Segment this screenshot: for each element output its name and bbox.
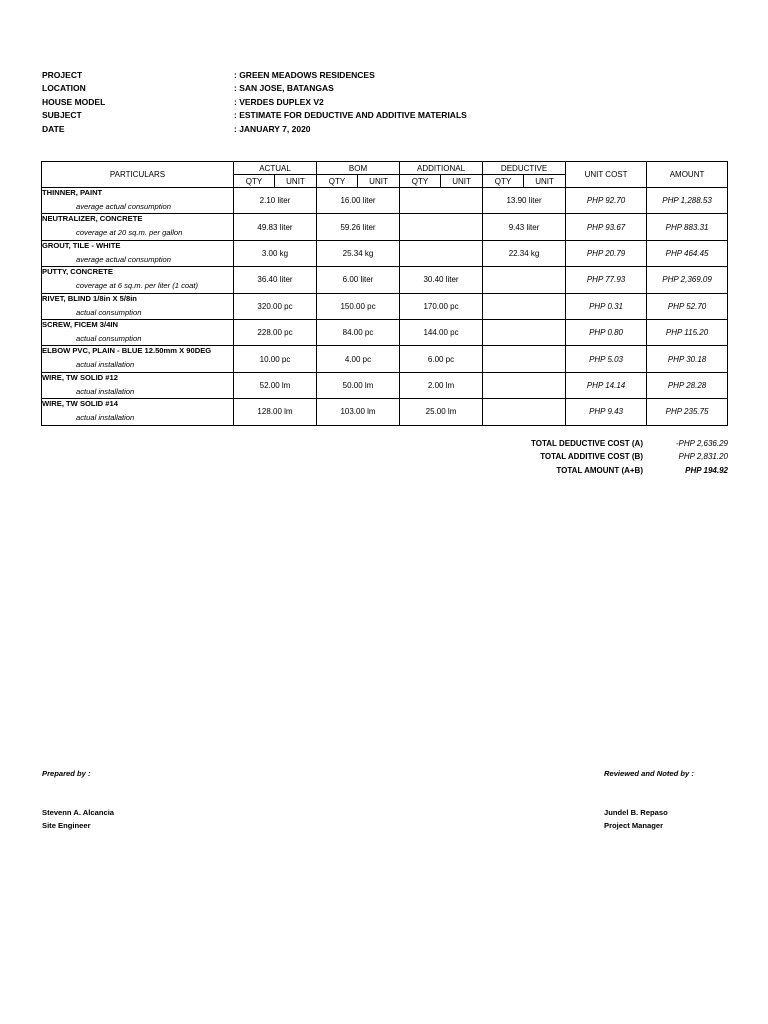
item-note: actual consumption <box>76 307 142 317</box>
item-note: actual installation <box>76 386 135 396</box>
amount: PHP 30.18 <box>647 346 728 372</box>
unit-cost: PHP 0.80 <box>566 319 647 345</box>
additional-qty <box>400 240 483 266</box>
actual-qty: 52.00 lm <box>234 372 317 398</box>
bom-qty: 6.00 liter <box>317 267 400 293</box>
header-value: : GREEN MEADOWS RESIDENCES <box>234 70 375 80</box>
reviewed-by-block <box>604 769 694 833</box>
prepared-by-block <box>42 769 114 833</box>
header-row-date <box>42 123 467 136</box>
unit-cost: PHP 5.03 <box>566 346 647 372</box>
additional-qty <box>400 214 483 240</box>
actual-qty: 49.83 liter <box>234 214 317 240</box>
header-label: HOUSE MODEL <box>42 96 106 107</box>
header-label: PROJECT <box>42 70 83 80</box>
materials-estimate-table <box>41 161 728 426</box>
item-note: actual consumption <box>76 333 142 343</box>
actual-qty: 128.00 lm <box>234 399 317 425</box>
actual-qty: 228.00 pc <box>234 319 317 345</box>
particulars-cell <box>42 267 234 293</box>
unit-cost: PHP 20.79 <box>566 240 647 266</box>
item-note: coverage at 6 sq.m. per liter (1 coat) <box>76 281 198 291</box>
col-subheader-qty: QTY <box>400 175 441 188</box>
bom-qty: 16.00 liter <box>317 188 400 214</box>
col-header-bom: BOM <box>317 162 400 175</box>
particulars-cell <box>42 240 234 266</box>
particulars-cell <box>42 214 234 240</box>
amount: PHP 1,288.53 <box>647 188 728 214</box>
header-row-location <box>42 82 467 95</box>
header-value: : VERDES DUPLEX V2 <box>234 96 324 107</box>
particulars-cell <box>42 372 234 398</box>
item-name: NEUTRALIZER, CONCRETE <box>42 214 143 224</box>
header-value: : JANUARY 7, 2020 <box>234 123 311 134</box>
reviewer-name: Jundel B. Repaso <box>604 808 668 817</box>
table-row <box>42 240 728 266</box>
bom-qty: 25.34 kg <box>317 240 400 266</box>
item-note: actual installation <box>76 413 135 423</box>
total-label: TOTAL AMOUNT (A+B) <box>556 465 643 475</box>
col-header-actual: ACTUAL <box>234 162 317 175</box>
actual-qty: 2.10 liter <box>234 188 317 214</box>
bom-qty: 84.00 pc <box>317 319 400 345</box>
table-row <box>42 267 728 293</box>
deductive-qty: 22.34 kg <box>483 240 566 266</box>
bom-qty: 50.00 lm <box>317 372 400 398</box>
total-amount-row <box>500 464 728 477</box>
deductive-qty <box>483 346 566 372</box>
col-header-particulars: PARTICULARS <box>42 162 234 188</box>
total-value: PHP 2,831.20 <box>678 452 728 462</box>
col-header-amount: AMOUNT <box>647 162 728 188</box>
unit-cost: PHP 0.31 <box>566 293 647 319</box>
total-value: -PHP 2,636.29 <box>675 439 728 448</box>
header-label: DATE <box>42 123 65 134</box>
unit-cost: PHP 14.14 <box>566 372 647 398</box>
total-label: TOTAL ADDITIVE COST (B) <box>540 452 643 462</box>
amount: PHP 52.70 <box>647 293 728 319</box>
preparer-name: Stevenn A. Alcancia <box>42 808 115 817</box>
reviewer-title: Project Manager <box>604 821 664 831</box>
total-deductive-row <box>500 437 728 450</box>
actual-qty: 10.00 pc <box>234 346 317 372</box>
item-note: actual installation <box>76 360 135 370</box>
amount: PHP 115.20 <box>647 319 728 345</box>
actual-qty: 3.00 kg <box>234 240 317 266</box>
table-row <box>42 372 728 398</box>
particulars-cell <box>42 399 234 425</box>
prepared-by-label: Prepared by : <box>42 769 91 778</box>
deductive-qty: 13.90 liter <box>483 188 566 214</box>
item-name: RIVET, BLIND 1/8in X 5/8in <box>42 293 137 303</box>
unit-cost: PHP 9.43 <box>566 399 647 425</box>
additional-qty: 6.00 pc <box>400 346 483 372</box>
particulars-cell <box>42 188 234 214</box>
item-name: THINNER, PAINT <box>42 188 103 197</box>
col-header-unit-cost: UNIT COST <box>566 162 647 188</box>
header-label: SUBJECT <box>42 110 82 121</box>
table-row <box>42 214 728 240</box>
totals-summary <box>500 437 728 477</box>
additional-qty <box>400 188 483 214</box>
header-value: : ESTIMATE FOR DEDUCTIVE AND ADDITIVE MATERIALS <box>234 110 467 121</box>
table-row <box>42 319 728 345</box>
item-name: PUTTY, CONCRETE <box>42 267 113 277</box>
header-row-subject <box>42 109 467 122</box>
bom-qty: 59.26 liter <box>317 214 400 240</box>
item-note: average actual consumption <box>76 254 171 264</box>
table-row <box>42 346 728 372</box>
particulars-cell <box>42 346 234 372</box>
actual-qty: 320.00 pc <box>234 293 317 319</box>
col-subheader-qty: QTY <box>317 175 358 188</box>
table-header-row <box>42 162 728 175</box>
amount: PHP 883.31 <box>647 214 728 240</box>
amount: PHP 2,369.09 <box>647 267 728 293</box>
deductive-qty <box>483 267 566 293</box>
table-row <box>42 399 728 425</box>
amount: PHP 464.45 <box>647 240 728 266</box>
header-value: : SAN JOSE, BATANGAS <box>234 83 334 94</box>
reviewed-by-label: Reviewed and Noted by : <box>604 769 694 778</box>
header-label: LOCATION <box>42 83 86 94</box>
table-row <box>42 188 728 214</box>
bom-qty: 4.00 pc <box>317 346 400 372</box>
col-subheader-unit: UNIT <box>524 175 566 188</box>
item-name: GROUT, TILE - WHITE <box>42 240 121 250</box>
actual-qty: 36.40 liter <box>234 267 317 293</box>
item-name: WIRE, TW SOLID #12 <box>42 372 118 382</box>
total-additive-row <box>500 450 728 463</box>
header-row-house-model <box>42 96 467 109</box>
total-value: PHP 194.92 <box>685 465 728 475</box>
item-note: average actual consumption <box>76 202 171 211</box>
bom-qty: 103.00 lm <box>317 399 400 425</box>
col-subheader-qty: QTY <box>483 175 524 188</box>
col-subheader-qty: QTY <box>234 175 275 188</box>
item-note: coverage at 20 sq.m. per gallon <box>76 228 183 238</box>
deductive-qty <box>483 399 566 425</box>
deductive-qty <box>483 319 566 345</box>
preparer-title: Site Engineer <box>42 821 91 831</box>
unit-cost: PHP 77.93 <box>566 267 647 293</box>
unit-cost: PHP 92.70 <box>566 188 647 214</box>
item-name: SCREW, FICEM 3/4IN <box>42 319 118 329</box>
table-row <box>42 293 728 319</box>
item-name: WIRE, TW SOLID #14 <box>42 399 118 409</box>
deductive-qty <box>483 293 566 319</box>
col-subheader-unit: UNIT <box>441 175 483 188</box>
additional-qty: 144.00 pc <box>400 319 483 345</box>
bom-qty: 150.00 pc <box>317 293 400 319</box>
col-header-additional: ADDITIONAL <box>400 162 483 175</box>
additional-qty: 30.40 liter <box>400 267 483 293</box>
deductive-qty <box>483 372 566 398</box>
header-row-project <box>42 69 467 82</box>
deductive-qty: 9.43 liter <box>483 214 566 240</box>
amount: PHP 28.28 <box>647 372 728 398</box>
particulars-cell <box>42 293 234 319</box>
col-header-deductive: DEDUCTIVE <box>483 162 566 175</box>
particulars-cell <box>42 319 234 345</box>
col-subheader-unit: UNIT <box>275 175 317 188</box>
additional-qty: 2.00 lm <box>400 372 483 398</box>
unit-cost: PHP 93.67 <box>566 214 647 240</box>
additional-qty: 25.00 lm <box>400 399 483 425</box>
item-name: ELBOW PVC, PLAIN - BLUE 12.50mm X 90DEG <box>42 346 212 356</box>
project-info-header <box>42 69 467 136</box>
col-subheader-unit: UNIT <box>358 175 400 188</box>
total-label: TOTAL DEDUCTIVE COST (A) <box>531 439 643 448</box>
additional-qty: 170.00 pc <box>400 293 483 319</box>
amount: PHP 235.75 <box>647 399 728 425</box>
